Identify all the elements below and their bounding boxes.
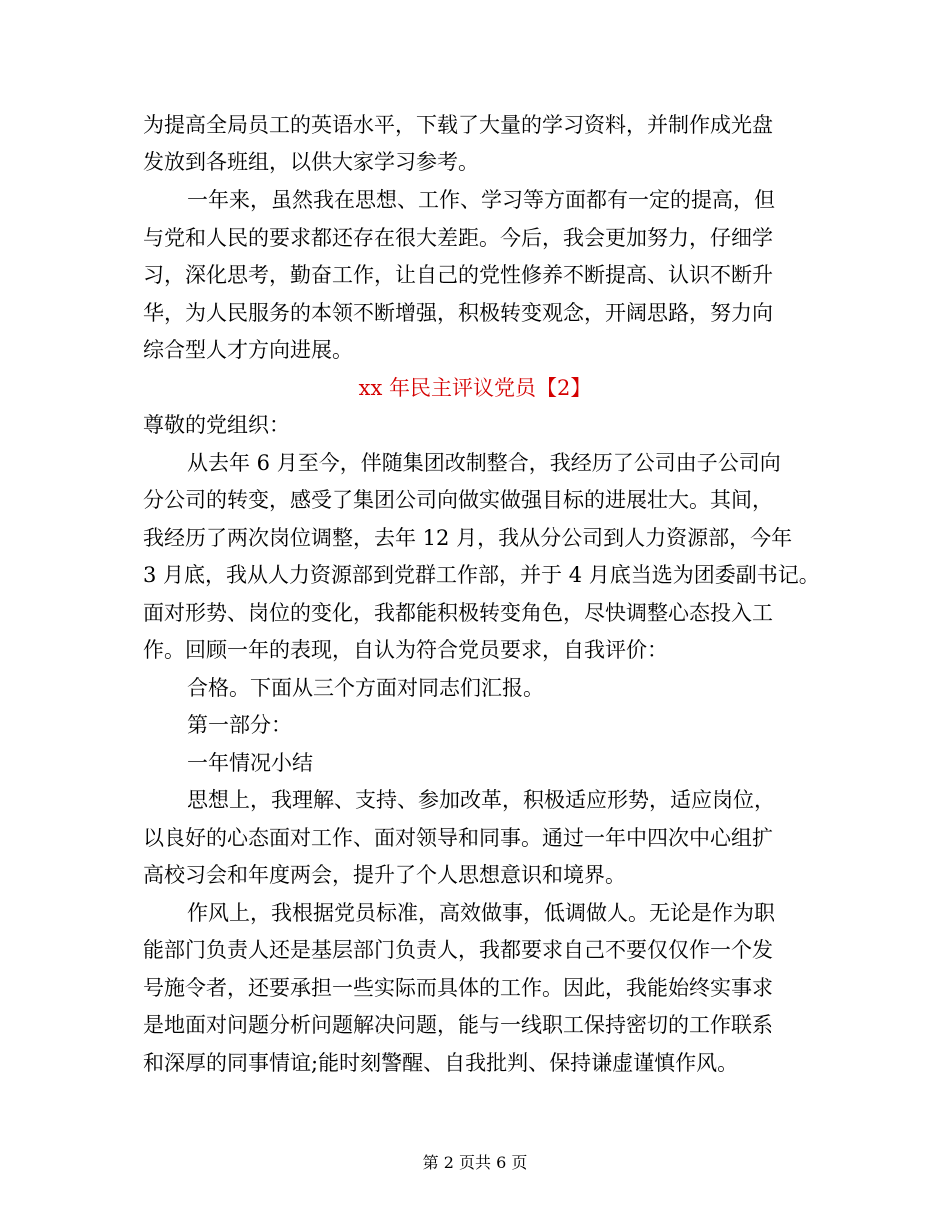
paragraph-line: 一年来，虽然我在思想、工作、学习等方面都有一定的提高，但 (187, 188, 775, 212)
paragraph-line: 以良好的心态面对工作、面对领导和同事。通过一年中四次中心组扩 (143, 826, 773, 850)
paragraph-line: 面对形势、岗位的变化，我都能积极转变角色，尽快调整心态投入工 (143, 601, 773, 625)
paragraph-line: 思想上，我理解、支持、参加改革，积极适应形势，适应岗位， (187, 788, 775, 812)
part-label: 第一部分： (187, 713, 292, 737)
paragraph-line: 从去年 6 月至今，伴随集团改制整合，我经历了公司由子公司向 (187, 451, 781, 475)
paragraph-line: 为提高全局员工的英语水平，下载了大量的学习资料，并制作成光盘 (143, 113, 773, 137)
paragraph-line: 综合型人才方向进展。 (143, 338, 353, 362)
paragraph-line: 习，深化思考，勤奋工作，让自己的党性修养不断提高、认识不断升 (143, 263, 773, 287)
paragraph-line: 作。回顾一年的表现，自认为符合党员要求，自我评价： (143, 638, 668, 662)
paragraph-line: 华，为人民服务的本领不断增强，积极转变观念，开阔思路，努力向 (143, 301, 773, 325)
part-title: 一年情况小结 (187, 751, 313, 775)
paragraph-line: 作风上，我根据党员标准，高效做事，低调做人。无论是作为职 (187, 901, 775, 925)
paragraph-line: 是地面对问题分析问题解决问题，能与一线职工保持密切的工作联系 (143, 1013, 773, 1037)
page-number: 第 2 页共 6 页 (422, 1153, 528, 1172)
section-title: xx 年民主评议党员【2】 (358, 376, 592, 400)
paragraph-line: 高校习会和年度两会，提升了个人思想意识和境界。 (143, 863, 626, 887)
salutation: 尊敬的党组织： (143, 413, 290, 437)
paragraph-line: 和深厚的同事情谊;能时刻警醒、自我批判、保持谦虚谨慎作风。 (143, 1051, 739, 1075)
paragraph-line: 能部门负责人还是基层部门负责人，我都要求自己不要仅仅作一个发 (143, 938, 773, 962)
paragraph-line: 号施令者，还要承担一些实际而具体的工作。因此，我能始终实事求 (143, 976, 773, 1000)
paragraph-line: 与党和人民的要求都还存在很大差距。今后，我会更加努力，仔细学 (143, 226, 773, 250)
paragraph-line: 我经历了两次岗位调整，去年 12 月，我从分公司到人力资源部，今年 (143, 526, 793, 550)
paragraph-line: 分公司的转变，感受了集团公司向做实做强目标的进展壮大。其间， (143, 488, 773, 512)
paragraph-line: 3 月底，我从人力资源部到党群工作部，并于 4 月底当选为团委副书记。 (143, 563, 820, 587)
evaluation-line: 合格。下面从三个方面对同志们汇报。 (187, 676, 544, 700)
paragraph-line: 发放到各班组，以供大家学习参考。 (143, 150, 479, 174)
